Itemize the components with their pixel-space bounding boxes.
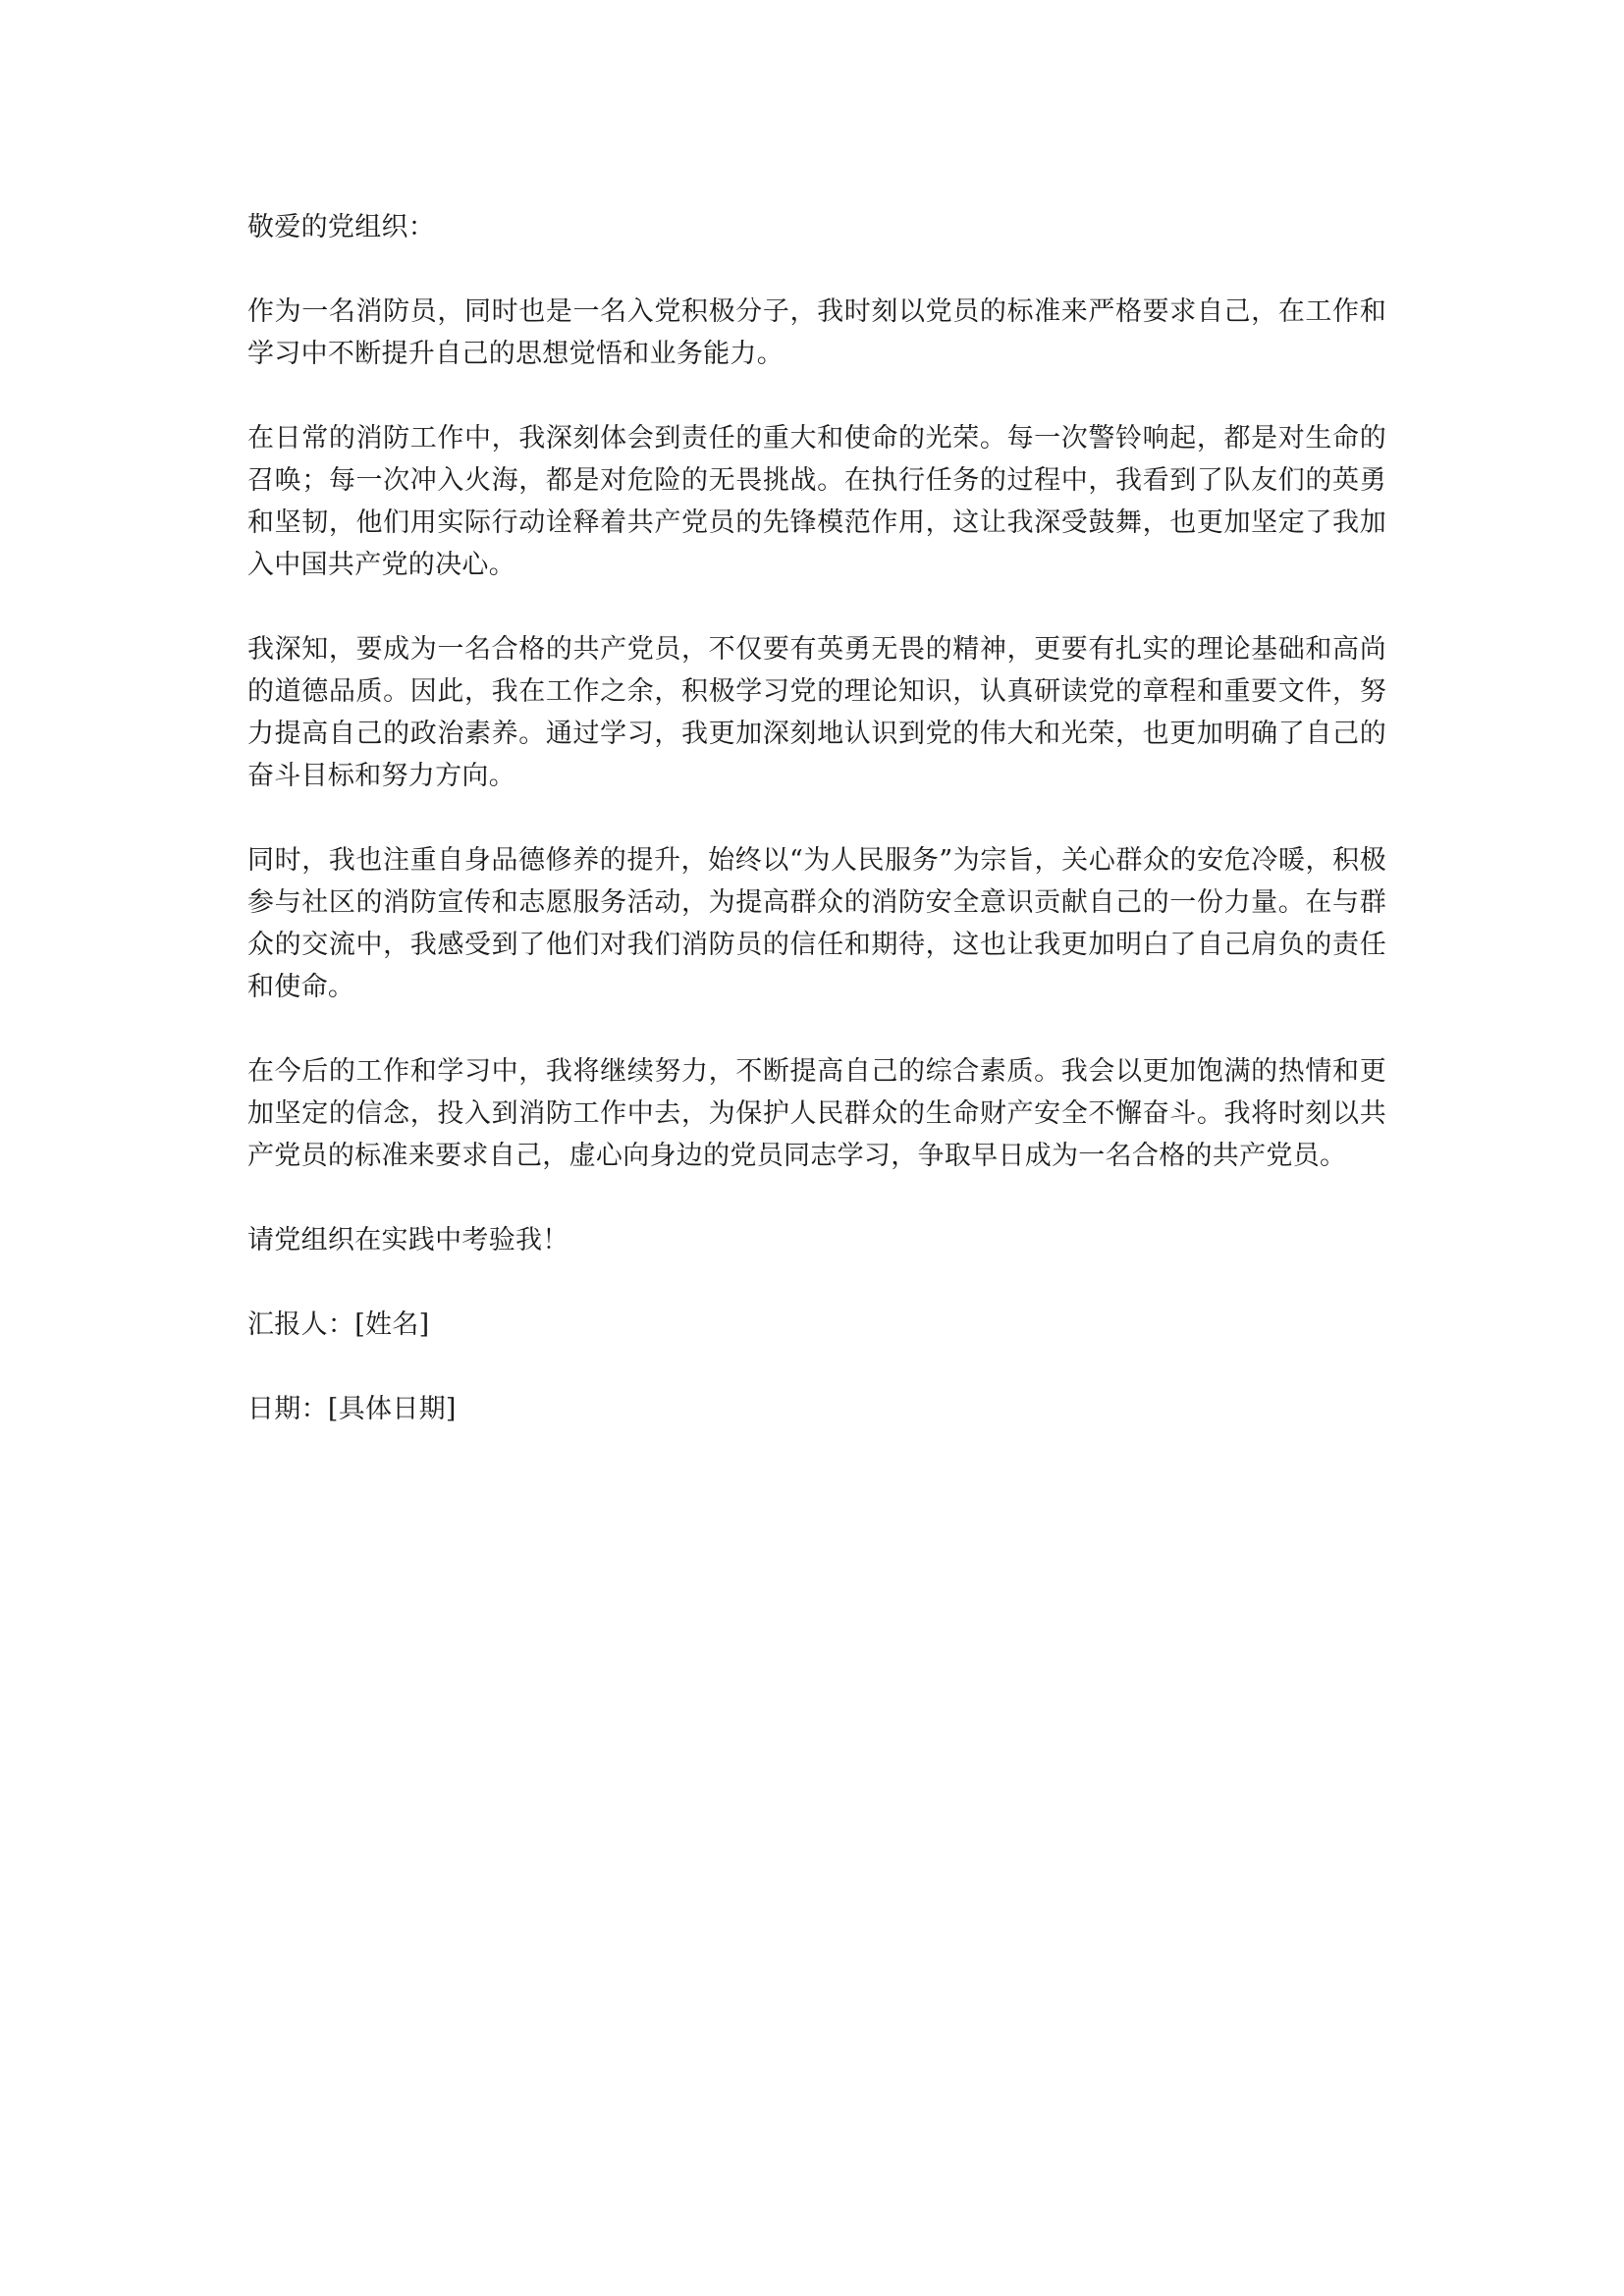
closing-line: 请党组织在实践中考验我！ [247,1225,569,1255]
letter-body [247,206,1386,1472]
paragraph-2: 在日常的消防工作中，我深刻体会到责任的重大和使命的光荣。每一次警铃响起，都是对生命的召唤；每一次冲入火海，都是对危险的无畏挑战。在执行任务的过程中，我看到了队友们的英勇和坚韧，他们用实际行动诠释着共产党员的先锋模范作用，这让我深受鼓舞，也更加坚定了我加入中国共产党的决心。 [247,423,1386,580]
paragraph-5: 在今后的工作和学习中，我将继续努力，不断提高自己的综合素质。我会以更加饱满的热情和更加坚定的信念，投入到消防工作中去，为保护人民群众的生命财产安全不懈奋斗。我将时刻以共产党员的标准来要求自己，虚心向身边的党员同志学习，争取早日成为一名合格的共产党员。 [247,1056,1386,1171]
paragraph-4: 同时，我也注重自身品德修养的提升，始终以“为人民服务”为宗旨，关心群众的安危冷暖，积极参与社区的消防宣传和志愿服务活动，为提高群众的消防安全意识贡献自己的一份力量。在与群众的交流中，我感受到了他们对我们消防员的信任和期待，这也让我更加明白了自己肩负的责任和使命。 [247,845,1386,1002]
paragraph-1: 作为一名消防员，同时也是一名入党积极分子，我时刻以党员的标准来严格要求自己，在工作和学习中不断提升自己的思想觉悟和业务能力。 [247,296,1386,369]
salutation: 敬爱的党组织： [247,212,436,242]
reporter-line: 汇报人：[姓名] [247,1309,430,1340]
paragraph-3: 我深知，要成为一名合格的共产党员，不仅要有英勇无畏的精神，更要有扎实的理论基础和高尚的道德品质。因此，我在工作之余，积极学习党的理论知识，认真研读党的章程和重要文件，努力提高自己的政治素养。通过学习，我更加深刻地认识到党的伟大和光荣，也更加明确了自己的奋斗目标和努力方向。 [247,634,1386,791]
date-line: 日期：[具体日期] [247,1394,457,1424]
